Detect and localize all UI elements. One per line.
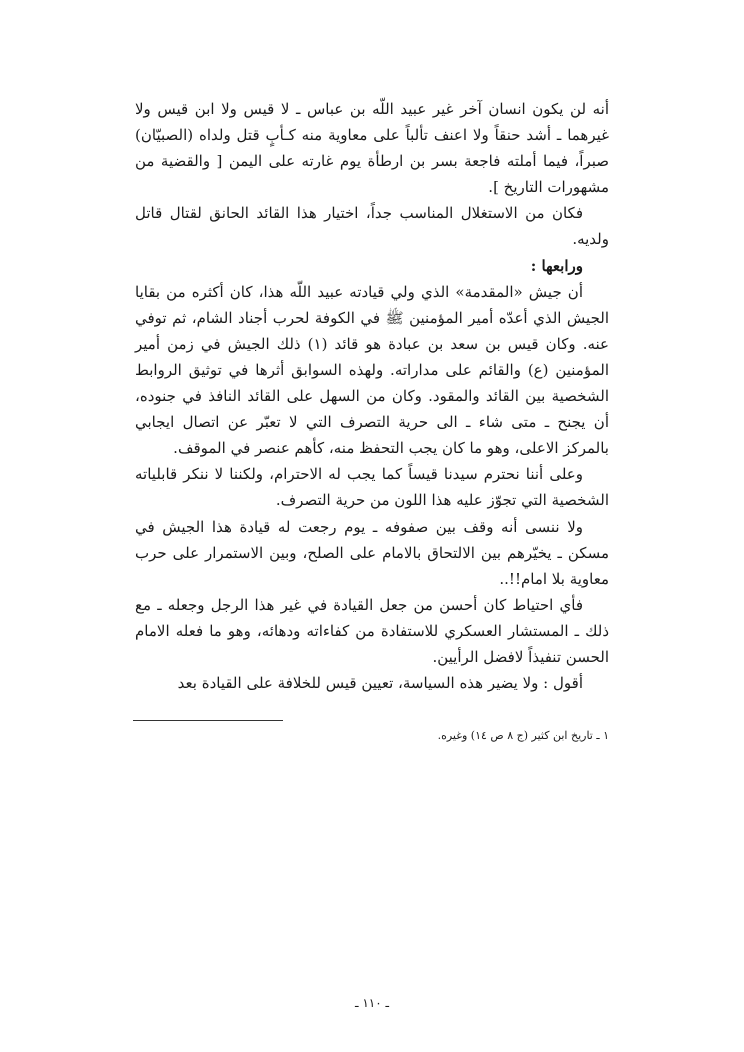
footnote-separator	[133, 720, 283, 721]
page-number: ـ ١١٠ ـ	[354, 996, 390, 1010]
paragraph-5: ولا ننسى أنه وقف بين صفوفه ـ يوم رجعت له قيادة هذا الجيش في مسكن ـ يخيّرهم بين الالتحاق بالامام على الصلح، وبين الاستمرار على حرب معاوية بلا امام!!..	[135, 517, 609, 588]
paragraph-7: أقول : ولا يضير هذه السياسة، تعيين قيس للخلافة على القيادة بعد	[177, 674, 583, 693]
paragraph-2: فكان من الاستغلال المناسب جداً، اختيار هذا القائد الحانق لقتال قاتل ولديه.	[135, 204, 609, 249]
footnote: ١ ـ تاريخ ابن كثير (ج ٨ ص ١٤) وغيره.	[437, 729, 609, 743]
section-heading: ورابعها :	[530, 256, 583, 275]
paragraph-4: وعلى أننا نحترم سيدنا قيساً كما يجب له الاحترام، ولكننا لا ننكر قابلياته الشخصية التي تجوّز عليه هذا اللون من حرية التصرف.	[135, 465, 609, 510]
page-body	[135, 96, 609, 745]
paragraph-3: أن جيش «المقدمة» الذي ولي قيادته عبيد اللّه هذا، كان أكثره من بقايا الجيش الذي أعدّه أمير المؤمنين ﷺ في الكوفة لحرب أجناد الشام، ثم توفي عنه. وكان قيس بن سعد بن عبادة هو قائد (١) ذلك الجيش في زمن أمير المؤمنين (ع) والقائم على مداراته. ولهذه السوابق أثرها في توثيق الروابط الشخصية بين القائد والمقود. وكان من السهل على القائد النافذ في جنوده، أن يجنح ـ متى شاء ـ الى حرية التصرف التي لا تعبّر عن اتصال ايجابي بالمركز الاعلى، وهو ما كان يجب التحفظ منه، كأهم عنصر في الموقف.	[135, 282, 609, 458]
paragraph-1: أنه لن يكون انسان آخر غير عبيد اللّه بن عباس ـ لا قيس ولا ابن قيس ولا غيرهما ـ أشد حنقاً ولا اعنف تألباً على معاوية منه كـأبٍ قتل ولداه (الصبيّان) صبراً، فيما أملته فاجعة بسر بن ارطأة يوم غارته على اليمن [ والقضية من مشهورات التاريخ ].	[135, 100, 609, 197]
footnote-separator-wrap	[135, 696, 609, 727]
paragraph-6: فأي احتياط كان أحسن من جعل القيادة في غير هذا الرجل وجعله ـ مع ذلك ـ المستشار العسكري للاستفادة من كفاءاته ودهائه، وهو ما فعله الامام الحسن تنفيذاً لافضل الرأيين.	[135, 595, 609, 666]
